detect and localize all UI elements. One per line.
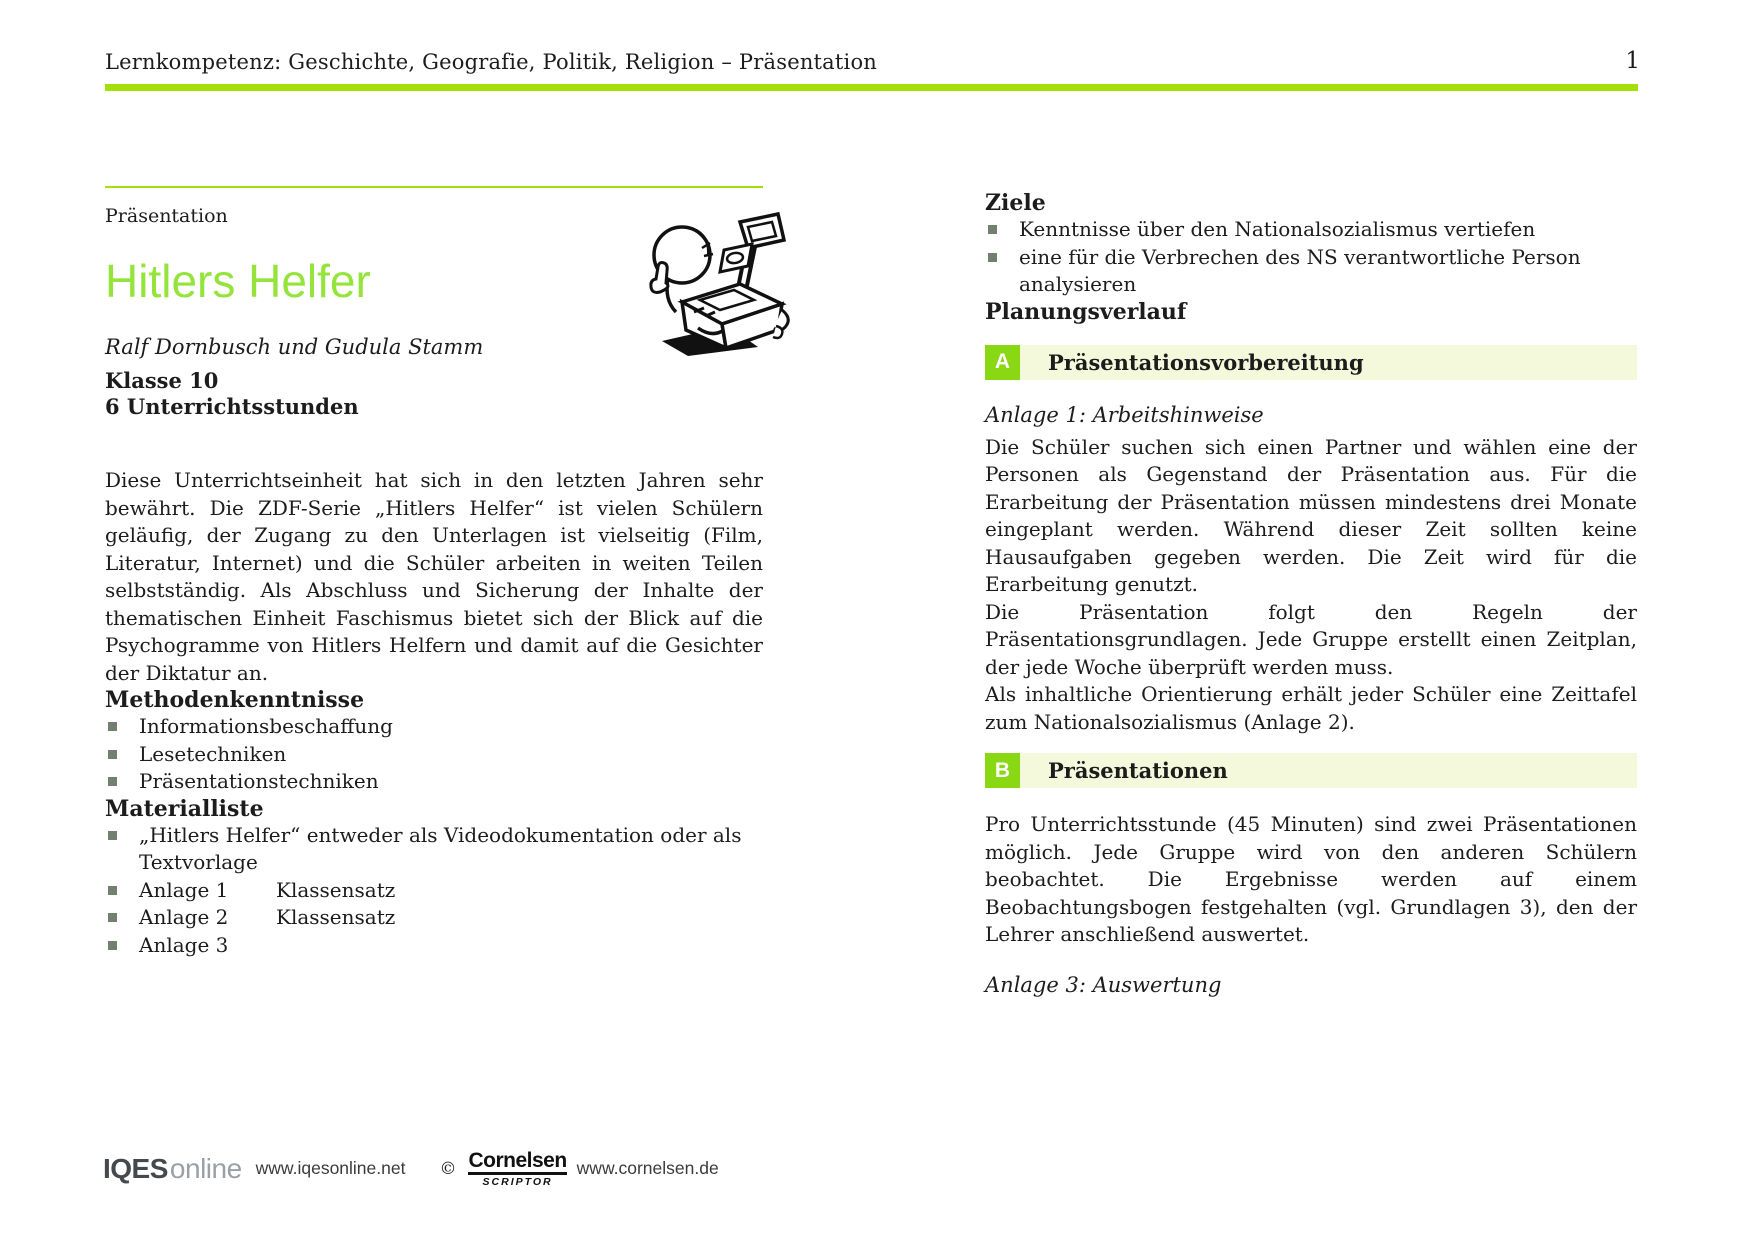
cornelsen-url: www.cornelsen.de (576, 1158, 719, 1179)
bullet-square-icon (108, 886, 117, 895)
anlage-1-caption: Anlage 1: Arbeitshinweise (985, 402, 1264, 427)
goals-heading: Ziele (985, 190, 1046, 216)
list-item-label: Lesetechniken (139, 741, 287, 766)
bullet-square-icon (108, 913, 117, 922)
anlage-3-caption: Anlage 3: Auswertung (985, 972, 1222, 997)
bullet-square-icon (108, 941, 117, 950)
materials-heading: Materialliste (105, 795, 264, 822)
plan-heading: Planungsverlauf (985, 298, 1187, 325)
material-label: Anlage 2 (139, 905, 229, 930)
methods-list (105, 713, 763, 796)
material-label: Anlage 3 (139, 932, 229, 957)
bullet-square-icon (108, 777, 117, 786)
copyright-symbol: © (439, 1158, 457, 1179)
section-a-paragraph-1: Die Schüler suchen sich einen Partner und wählen eine der Personen als Gegenstand der Präsentation aus. Für die Erarbeitung der Präsentation müssen mindestens drei Monate eingeplant werden. Während dieser Zeit sollten keine Hausaufgaben gegeben werden. Die Zeit wird für die Erarbeitung genutzt. (985, 434, 1637, 596)
list-item (105, 932, 763, 960)
list-item (105, 741, 763, 769)
list-item (105, 713, 763, 741)
scriptor-logo-word: SCRIPTOR (482, 1176, 553, 1188)
bullet-square-icon (108, 750, 117, 759)
bullet-square-icon (988, 225, 997, 234)
page-footer (103, 1150, 719, 1188)
cornelsen-scriptor-logo (468, 1150, 566, 1188)
material-note: Klassensatz (276, 905, 396, 930)
intro-paragraph: Diese Unterrichtseinheit hat sich in den letzten Jahren sehr bewährt. Die ZDF-Serie „Hitlers Helfer“ ist vielen Schülern geläufig, der Zugang zu den Unterlagen ist vielseitig (Film, Literatur, Internet) und die Schüler arbeiten in weiten Teilen selbstständig. Als Abschluss und Sicherung der Inhalte der thematischen Einheit Faschismus bietet sich der Blick auf die Psychogramme von Hitlers Helfern und damit auf die Gesichter der Diktatur an. (105, 468, 763, 685)
section-a-title: Präsentationsvorbereitung (1048, 349, 1364, 375)
section-a-bar (985, 345, 1637, 380)
section-b-paragraph: Pro Unterrichtsstunde (45 Minuten) sind zwei Präsentationen möglich. Jede Gruppe wird von den anderen Schülern beobachtet. Die Ergebnisse werden auf einem Beobachtungsbogen festgehalten (vgl. Grundlagen 3), den der Lehrer anschließend auswertet. (985, 812, 1637, 946)
list-item (105, 904, 763, 932)
bullet-square-icon (988, 253, 997, 262)
bullet-square-icon (108, 831, 117, 840)
methods-heading: Methodenkenntnisse (105, 687, 365, 714)
material-label: „Hitlers Helfer“ entweder als Videodokumentation oder als Textvorlage (139, 822, 742, 875)
iqes-online-logo (103, 1153, 242, 1185)
iqes-logo-bold: IQES (103, 1152, 168, 1184)
header-rule (105, 84, 1638, 91)
right-column (985, 190, 1637, 1004)
bullet-square-icon (108, 722, 117, 731)
goals-list (985, 216, 1637, 299)
material-label: Anlage 1 (139, 877, 229, 902)
left-column-rule (105, 186, 763, 188)
iqes-url: www.iqesonline.net (255, 1158, 406, 1179)
projector-presenter-illustration (636, 208, 792, 358)
material-note: Klassensatz (276, 877, 396, 902)
list-item (985, 244, 1637, 299)
list-item (105, 822, 763, 877)
list-item-label: Informationsbeschaffung (139, 714, 393, 739)
cornelsen-logo-word: Cornelsen (468, 1150, 566, 1175)
list-item-label: Präsentationstechniken (139, 769, 379, 794)
section-a-paragraph-2: Die Präsentation folgt den Regeln der Präsentationsgrundlagen. Jede Gruppe erstellt einen Zeitplan, der jede Woche überprüft werden muss. (985, 599, 1637, 679)
list-item-label: Kenntnisse über den Nationalsozialismus vertiefen (1019, 217, 1536, 241)
iqes-logo-light: online (169, 1152, 242, 1184)
section-a-paragraph-3: Als inhaltliche Orientierung erhält jeder Schüler eine Zeittafel zum Nationalsozialismus (Anlage 2). (985, 682, 1637, 734)
list-item-label: eine für die Verbrechen des NS verantwortliche Person analysieren (1019, 244, 1581, 296)
page-number: 1 (1625, 48, 1640, 74)
list-item (105, 768, 763, 796)
document-title: Hitlers Helfer (105, 255, 371, 307)
section-b-title: Präsentationen (1048, 758, 1228, 783)
authors: Ralf Dornbusch und Gudula Stamm (105, 335, 484, 360)
materials-list (105, 822, 763, 960)
grade-level: Klasse 10 (105, 368, 219, 394)
section-b-bar (985, 753, 1637, 788)
section-b-letter-badge: B (985, 753, 1020, 788)
series-kicker: Präsentation (105, 205, 228, 227)
section-a-letter-badge: A (985, 345, 1020, 380)
lesson-count: 6 Unterrichtsstunden (105, 394, 359, 420)
page-header-title: Lernkompetenz: Geschichte, Geografie, Politik, Religion – Präsentation (105, 50, 878, 74)
list-item (985, 216, 1637, 244)
list-item (105, 877, 763, 905)
